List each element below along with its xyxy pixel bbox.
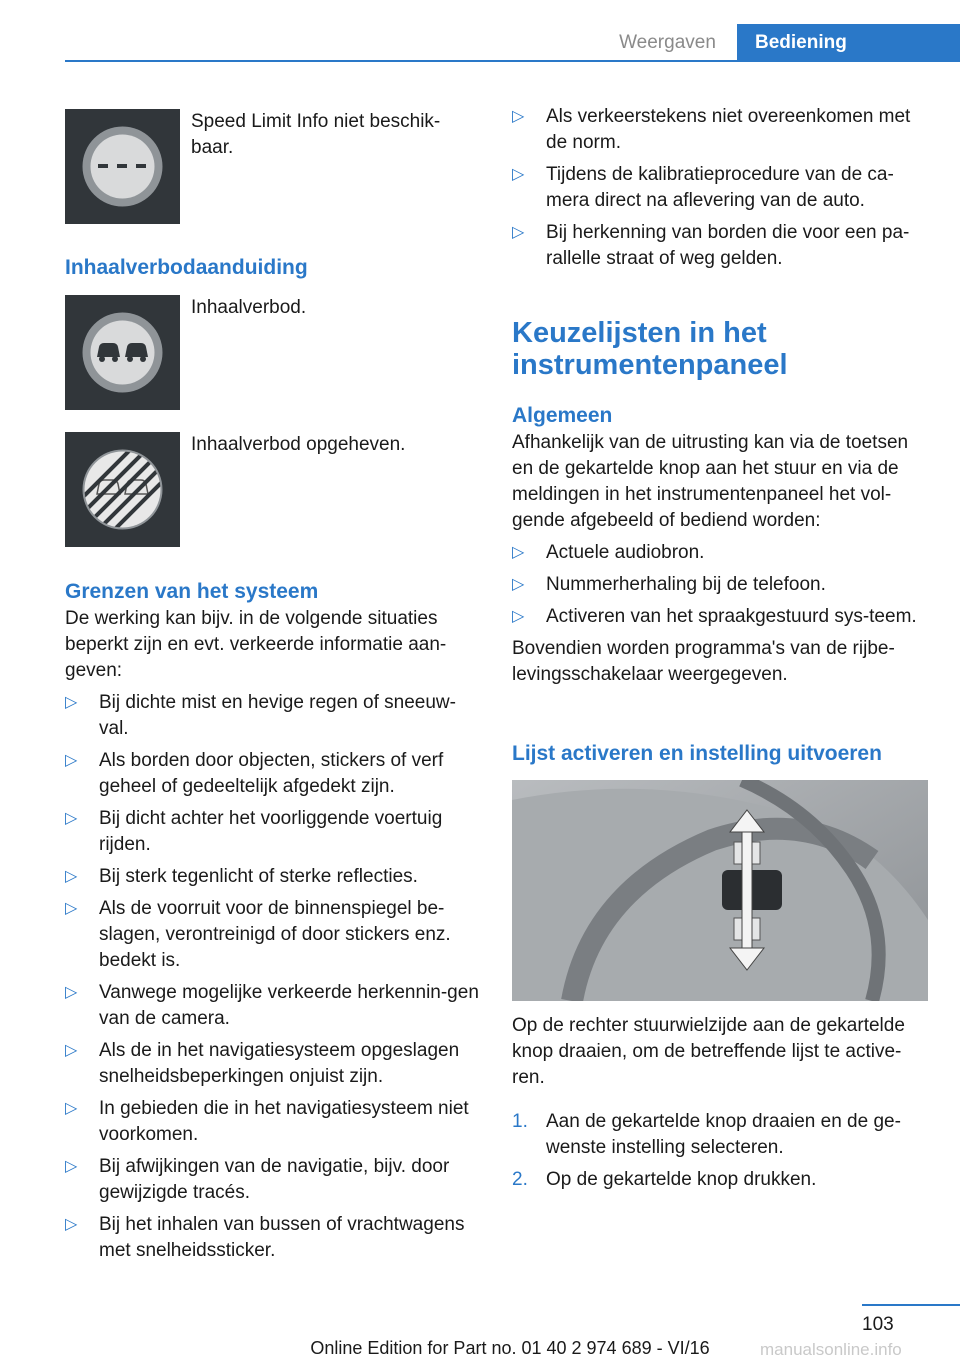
list-item: ▷ Als borden door objecten, stickers of verf geheel of gedeeltelijk afgedekt zijn. — [65, 750, 444, 797]
bullet-triangle-icon: ▷ — [65, 1100, 78, 1117]
bullet-triangle-icon: ▷ — [512, 544, 525, 561]
bullet-triangle-icon: ▷ — [65, 752, 78, 769]
bullet-triangle-icon: ▷ — [512, 108, 525, 125]
tab-bediening[interactable]: Bediening — [737, 24, 960, 62]
bullet-triangle-icon: ▷ — [65, 694, 78, 711]
list-item: 1. Aan de gekartelde knop draaien en de ge-wenste instelling selecteren. — [512, 1111, 901, 1158]
list-item: ▷ Als de voorruit voor de binnenspiegel be-slagen, verontreinigd of door stickers enz. bedekt is. — [65, 898, 451, 971]
bullet-triangle-icon: ▷ — [512, 608, 525, 625]
list-item: ▷ In gebieden die in het navigatiesysteem niet voorkomen. — [65, 1098, 469, 1145]
heading-overtaking: Inhaalverbodaanduiding — [65, 256, 308, 279]
list-item: ▷ Als de in het navigatiesysteem opgeslagen snelheidsbeperkingen onjuist zijn. — [65, 1040, 460, 1087]
general-list — [512, 540, 930, 630]
limits-list-continued — [512, 104, 930, 272]
list-item: ▷ Nummerherhaling bij de telefoon. — [512, 572, 930, 598]
header-rule — [65, 60, 960, 62]
footer-rule — [862, 1304, 960, 1306]
steering-wheel-thumbwheel-image — [512, 780, 928, 1001]
sign-row-no-info — [65, 109, 480, 229]
sign-text-no-overtaking: Inhaalverbod. — [191, 297, 307, 318]
general-section — [512, 402, 930, 688]
heading-limits: Grenzen van het systeem — [65, 580, 319, 603]
bullet-triangle-icon: ▷ — [65, 868, 78, 885]
bullet-triangle-icon: ▷ — [65, 1042, 78, 1059]
bullet-triangle-icon: ▷ — [65, 900, 78, 917]
list-item: ▷ Als verkeerstekens niet overeenkomen met de norm. — [512, 106, 911, 153]
sign-text-end-no-overtaking: Inhaalverbod opgeheven. — [191, 434, 406, 455]
list-item: ▷ Actuele audiobron. — [512, 540, 930, 566]
limits-list — [65, 690, 480, 1264]
photo-caption: Op de rechter stuurwielzijde aan de gekartelde knop draaien, om de betreffende lijst te active-ren. — [512, 1015, 905, 1088]
watermark: manualsonline.info — [760, 1340, 902, 1359]
speed-limit-unavailable-icon — [65, 109, 180, 224]
limits-section — [65, 578, 480, 1270]
end-no-overtaking-icon — [65, 432, 180, 547]
steps-list — [512, 1109, 930, 1193]
no-overtaking-icon — [65, 295, 180, 410]
bullet-triangle-icon: ▷ — [65, 1216, 78, 1233]
limits-intro: De werking kan bijv. in de volgende situaties beperkt zijn en evt. verkeerde informatie aan-geven: — [65, 608, 447, 681]
bullet-triangle-icon: ▷ — [65, 984, 78, 1001]
list-item: ▷ Vanwege mogelijke verkeerde herkennin-gen van de camera. — [65, 982, 479, 1029]
bullet-triangle-icon: ▷ — [512, 576, 525, 593]
heading-activate: Lijst activeren en instelling uitvoeren — [512, 742, 882, 765]
general-after: Bovendien worden programma's van de rijbe-levingsschakelaar weergegeven. — [512, 638, 895, 685]
bullet-triangle-icon: ▷ — [512, 166, 525, 183]
list-item: ▷ Activeren van het spraakgestuurd sys-teem. — [512, 604, 930, 630]
list-item: ▷ Bij afwijkingen van de navigatie, bijv. door gewijzigde tracés. — [65, 1156, 450, 1203]
bullet-triangle-icon: ▷ — [65, 810, 78, 827]
tab-weergaven[interactable]: Weergaven — [619, 32, 716, 53]
heading-general: Algemeen — [512, 404, 613, 427]
sign-text-no-info: Speed Limit Info niet beschik-baar. — [191, 111, 441, 158]
section-title: Keuzelijsten in het instrumentenpaneel — [512, 317, 788, 381]
list-item: ▷ Bij het inhalen van bussen of vrachtwagens met snelheidssticker. — [65, 1214, 465, 1261]
bullet-triangle-icon: ▷ — [512, 224, 525, 241]
page-number: 103 — [862, 1314, 894, 1335]
limits-continued — [512, 104, 930, 278]
list-item: ▷ Bij sterk tegenlicht of sterke reflecties. — [65, 864, 480, 890]
bullet-triangle-icon: ▷ — [65, 1158, 78, 1175]
sign-row-no-overtaking — [65, 295, 480, 415]
activate-section — [512, 1013, 930, 1199]
edition-footer: Online Edition for Part no. 01 40 2 974 689 - VI/16 — [310, 1338, 710, 1358]
list-item: ▷ Bij dichte mist en hevige regen of sneeuw-val. — [65, 692, 456, 739]
list-item: 2. Op de gekartelde knop drukken. — [512, 1169, 817, 1190]
list-item: ▷ Bij dicht achter het voorliggende voertuig rijden. — [65, 808, 443, 855]
sign-row-end-no-overtaking — [65, 432, 480, 552]
list-item: ▷ Bij herkenning van borden die voor een pa-rallelle straat of weg gelden. — [512, 222, 910, 269]
list-item: ▷ Tijdens de kalibratieprocedure van de ca-mera direct na aflevering van de auto. — [512, 164, 894, 211]
general-text: Afhankelijk van de uitrusting kan via de toetsen en de gekartelde knop aan het stuur en via de meldingen in het instrumentenpaneel het vol-gende afgebeeld of bediend worden: — [512, 432, 909, 531]
